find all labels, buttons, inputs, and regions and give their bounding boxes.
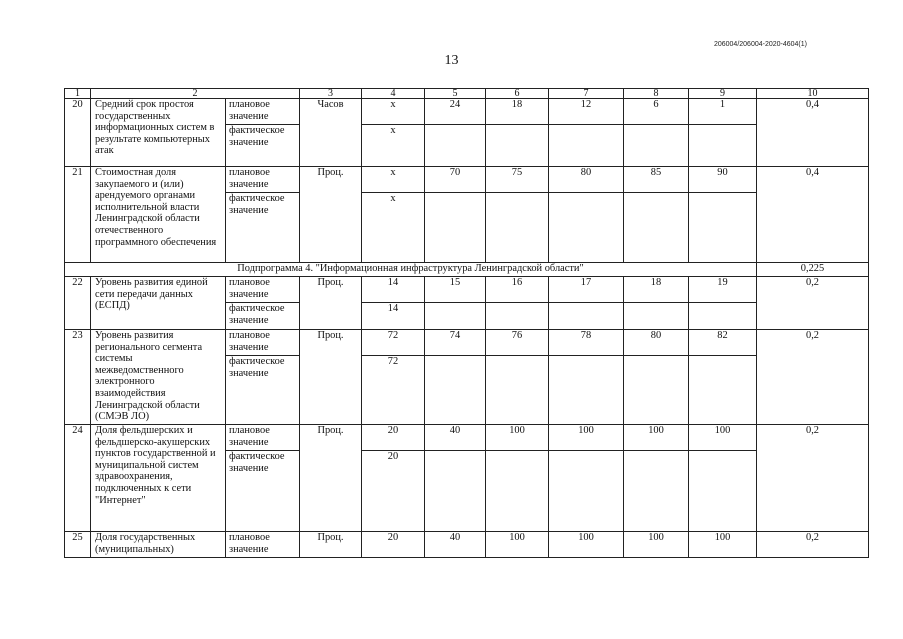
plan-value-cell: 100 xyxy=(486,425,549,451)
plan-value-cell: 100 xyxy=(624,532,689,558)
fact-value-cell xyxy=(549,451,624,532)
fact-value-cell: 72 xyxy=(362,356,425,425)
plan-value-cell: 80 xyxy=(624,330,689,356)
plan-value-cell: 75 xyxy=(486,167,549,193)
plan-value-cell: 100 xyxy=(549,532,624,558)
indicator-row xyxy=(65,99,869,125)
plan-value-cell: 100 xyxy=(486,532,549,558)
indicator-row xyxy=(65,330,869,356)
indicator-number: 24 xyxy=(65,425,91,532)
column-header-cell: 6 xyxy=(486,89,549,99)
indicator-number: 21 xyxy=(65,167,91,263)
plan-value-cell: х xyxy=(362,167,425,193)
indicator-weight: 0,2 xyxy=(757,425,869,532)
indicator-weight: 0,4 xyxy=(757,99,869,167)
plan-value-cell: 20 xyxy=(362,532,425,558)
column-header-cell: 5 xyxy=(425,89,486,99)
plan-value-cell: 40 xyxy=(425,532,486,558)
plan-value-cell: 85 xyxy=(624,167,689,193)
indicator-weight: 0,2 xyxy=(757,532,869,558)
fact-value-cell xyxy=(486,125,549,167)
indicator-unit: Часов xyxy=(300,99,362,167)
indicator-name: Средний срок простоя государственных информационных систем в результате компьютерных атак xyxy=(91,99,226,167)
plan-value-cell: 74 xyxy=(425,330,486,356)
indicators-table xyxy=(64,88,869,558)
plan-value-label: плановое значение xyxy=(226,532,300,558)
fact-value-cell xyxy=(624,303,689,330)
fact-value-label: фактическое значение xyxy=(226,125,300,167)
plan-value-cell: 1 xyxy=(689,99,757,125)
fact-value-cell xyxy=(549,125,624,167)
indicator-unit: Проц. xyxy=(300,167,362,263)
indicator-name: Стоимостная доля закупаемого и (или) арендуемого органами исполнительной власти Ленинградской области отечественного программного обеспечения xyxy=(91,167,226,263)
indicator-number: 23 xyxy=(65,330,91,425)
indicator-row xyxy=(65,425,869,451)
plan-value-cell: 40 xyxy=(425,425,486,451)
plan-value-cell: 15 xyxy=(425,277,486,303)
plan-value-cell: 24 xyxy=(425,99,486,125)
fact-value-cell xyxy=(425,125,486,167)
fact-value-cell: х xyxy=(362,125,425,167)
subprogram-row xyxy=(65,263,869,277)
indicator-number: 25 xyxy=(65,532,91,558)
fact-value-cell xyxy=(689,451,757,532)
fact-value-cell xyxy=(689,303,757,330)
fact-value-cell xyxy=(486,193,549,263)
fact-value-cell xyxy=(425,303,486,330)
indicator-row xyxy=(65,167,869,193)
fact-value-cell xyxy=(689,356,757,425)
document-id: 206004/206004-2020-4604(1) xyxy=(713,41,807,48)
fact-value-label: фактическое значение xyxy=(226,356,300,425)
plan-value-cell: 76 xyxy=(486,330,549,356)
fact-value-label: фактическое значение xyxy=(226,193,300,263)
plan-value-cell: х xyxy=(362,99,425,125)
indicator-weight: 0,2 xyxy=(757,277,869,330)
plan-value-cell: 100 xyxy=(624,425,689,451)
plan-value-cell: 16 xyxy=(486,277,549,303)
fact-value-cell xyxy=(689,125,757,167)
plan-value-cell: 17 xyxy=(549,277,624,303)
page-number: 13 xyxy=(444,53,459,68)
fact-value-cell xyxy=(486,303,549,330)
indicator-weight: 0,4 xyxy=(757,167,869,263)
plan-value-label: плановое значение xyxy=(226,277,300,303)
fact-value-cell xyxy=(624,451,689,532)
indicator-row xyxy=(65,532,869,558)
plan-value-cell: 100 xyxy=(549,425,624,451)
fact-value-cell xyxy=(425,451,486,532)
fact-value-label: фактическое значение xyxy=(226,303,300,330)
fact-value-cell xyxy=(624,356,689,425)
plan-value-cell: 82 xyxy=(689,330,757,356)
indicator-unit: Проц. xyxy=(300,425,362,532)
indicator-name: Уровень развития регионального сегмента системы межведомственного электронного взаимодействия Ленинградской области (СМЭВ ЛО) xyxy=(91,330,226,425)
plan-value-label: плановое значение xyxy=(226,425,300,451)
indicator-weight: 0,2 xyxy=(757,330,869,425)
indicator-number: 22 xyxy=(65,277,91,330)
plan-value-cell: 70 xyxy=(425,167,486,193)
indicator-name: Доля государственных (муниципальных) xyxy=(91,532,226,558)
plan-value-cell: 100 xyxy=(689,425,757,451)
fact-value-cell: 20 xyxy=(362,451,425,532)
plan-value-cell: 20 xyxy=(362,425,425,451)
plan-value-cell: 6 xyxy=(624,99,689,125)
indicator-name: Уровень развития единой сети передачи данных (ЕСПД) xyxy=(91,277,226,330)
fact-value-cell xyxy=(425,193,486,263)
column-number-row xyxy=(65,89,869,99)
fact-value-cell: 14 xyxy=(362,303,425,330)
plan-value-cell: 19 xyxy=(689,277,757,303)
fact-value-cell: х xyxy=(362,193,425,263)
indicator-row xyxy=(65,277,869,303)
plan-value-cell: 100 xyxy=(689,532,757,558)
plan-value-cell: 72 xyxy=(362,330,425,356)
indicator-unit: Проц. xyxy=(300,532,362,558)
fact-value-cell xyxy=(549,193,624,263)
column-header-cell: 1 xyxy=(65,89,91,99)
fact-value-cell xyxy=(549,356,624,425)
fact-value-cell xyxy=(486,356,549,425)
column-header-cell: 9 xyxy=(689,89,757,99)
fact-value-cell xyxy=(624,193,689,263)
indicator-unit: Проц. xyxy=(300,330,362,425)
plan-value-cell: 18 xyxy=(624,277,689,303)
subprogram-weight: 0,225 xyxy=(757,263,869,277)
plan-value-cell: 18 xyxy=(486,99,549,125)
fact-value-cell xyxy=(624,125,689,167)
plan-value-cell: 78 xyxy=(549,330,624,356)
fact-value-label: фактическое значение xyxy=(226,451,300,532)
fact-value-cell xyxy=(486,451,549,532)
indicator-unit: Проц. xyxy=(300,277,362,330)
column-header-cell: 3 xyxy=(300,89,362,99)
plan-value-cell: 80 xyxy=(549,167,624,193)
plan-value-label: плановое значение xyxy=(226,167,300,193)
column-header-cell: 2 xyxy=(91,89,300,99)
column-header-cell: 4 xyxy=(362,89,425,99)
plan-value-label: плановое значение xyxy=(226,99,300,125)
fact-value-cell xyxy=(689,193,757,263)
plan-value-label: плановое значение xyxy=(226,330,300,356)
column-header-cell: 7 xyxy=(549,89,624,99)
plan-value-cell: 14 xyxy=(362,277,425,303)
plan-value-cell: 12 xyxy=(549,99,624,125)
indicator-name: Доля фельдшерских и фельдшерско-акушерских пунктов государственной и муниципальной систем здравоохранения, подключенных к сети "Интернет" xyxy=(91,425,226,532)
column-header-cell: 10 xyxy=(757,89,869,99)
indicator-number: 20 xyxy=(65,99,91,167)
fact-value-cell xyxy=(549,303,624,330)
column-header-cell: 8 xyxy=(624,89,689,99)
fact-value-cell xyxy=(425,356,486,425)
subprogram-title: Подпрограмма 4. "Информационная инфраструктура Ленинградской области" xyxy=(65,263,757,277)
plan-value-cell: 90 xyxy=(689,167,757,193)
